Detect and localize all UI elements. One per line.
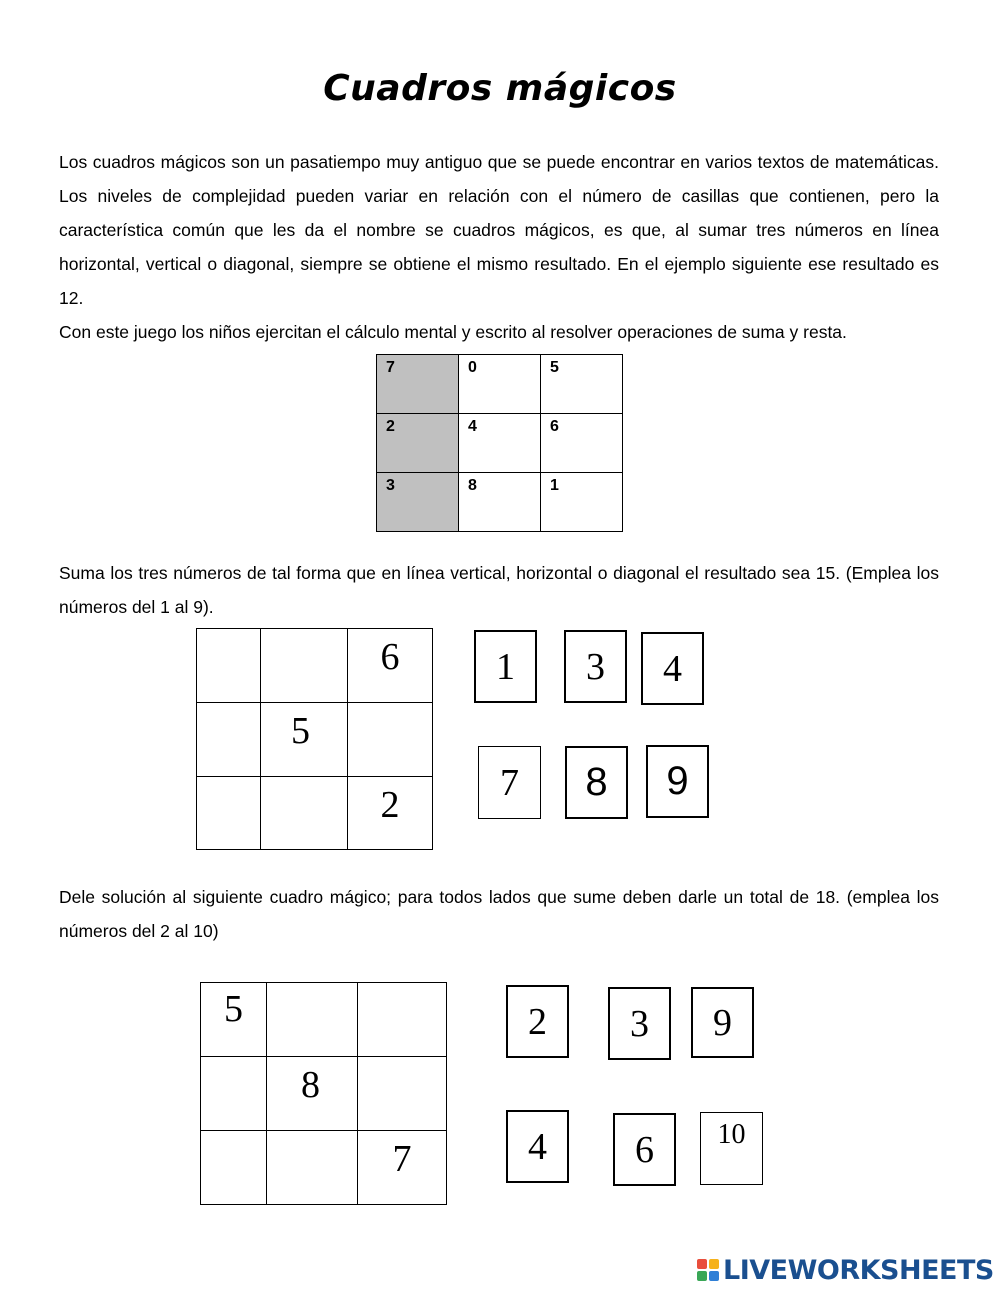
exercise2-instruction: Dele solución al siguiente cuadro mágico; para todos lados que sume deben darle un total de 18. (emplea los números del 2 al 10) bbox=[59, 887, 939, 941]
liveworksheets-logo-icon bbox=[697, 1259, 719, 1281]
number-tile[interactable]: 9 bbox=[691, 987, 754, 1058]
example-magic-square bbox=[376, 354, 623, 532]
number-tile[interactable]: 7 bbox=[478, 746, 541, 819]
drop-cell[interactable] bbox=[261, 777, 348, 850]
exercise2-magic-square bbox=[200, 982, 447, 1205]
intro-text bbox=[59, 145, 939, 349]
given-cell: 8 bbox=[267, 1057, 358, 1131]
drop-cell[interactable] bbox=[261, 629, 348, 703]
example-cell: 7 bbox=[377, 355, 459, 414]
number-tile[interactable]: 2 bbox=[506, 985, 569, 1058]
drop-cell[interactable] bbox=[267, 1131, 358, 1205]
example-cell: 8 bbox=[459, 473, 541, 532]
drop-cell[interactable] bbox=[197, 777, 261, 850]
given-cell: 7 bbox=[358, 1131, 447, 1205]
example-cell: 5 bbox=[541, 355, 623, 414]
given-cell: 5 bbox=[201, 983, 267, 1057]
number-tile[interactable]: 3 bbox=[608, 987, 671, 1060]
example-cell: 4 bbox=[459, 414, 541, 473]
exercise1-instruction: Suma los tres números de tal forma que en línea vertical, horizontal o diagonal el resultado sea 15. (Emplea los números del 1 al 9). bbox=[59, 563, 939, 617]
drop-cell[interactable] bbox=[201, 1131, 267, 1205]
page-title: Cuadros mágicos bbox=[323, 68, 677, 109]
number-tile[interactable]: 4 bbox=[506, 1110, 569, 1183]
given-cell: 6 bbox=[348, 629, 433, 703]
intro-paragraph: Los cuadros mágicos son un pasatiempo muy antiguo que se puede encontrar en varios textos de matemáticas. Los niveles de complejidad pueden variar en relación con el número de casillas que contienen, pero la característica común que les da el nombre se cuadros mágicos, es que, al sumar tres números en línea horizontal, vertical o diagonal, siempre se obtiene el mismo resultado. En el ejemplo siguiente ese resultado es 12. bbox=[59, 152, 939, 308]
example-cell: 2 bbox=[377, 414, 459, 473]
number-tile[interactable]: 3 bbox=[564, 630, 627, 703]
given-cell: 2 bbox=[348, 777, 433, 850]
number-tile[interactable]: 6 bbox=[613, 1113, 676, 1186]
logo-text: LIVEWORKSHEETS bbox=[723, 1254, 994, 1286]
number-tile[interactable]: 9 bbox=[646, 745, 709, 818]
intro-paragraph: Con este juego los niños ejercitan el cálculo mental y escrito al resolver operaciones de suma y resta. bbox=[59, 322, 847, 342]
liveworksheets-logo bbox=[697, 1254, 994, 1286]
drop-cell[interactable] bbox=[358, 983, 447, 1057]
drop-cell[interactable] bbox=[267, 983, 358, 1057]
drop-cell[interactable] bbox=[358, 1057, 447, 1131]
drop-cell[interactable] bbox=[348, 703, 433, 777]
number-tile[interactable]: 8 bbox=[565, 746, 628, 819]
example-cell: 3 bbox=[377, 473, 459, 532]
drop-cell[interactable] bbox=[197, 703, 261, 777]
exercise1-magic-square bbox=[196, 628, 433, 850]
number-tile[interactable]: 4 bbox=[641, 632, 704, 705]
example-cell: 6 bbox=[541, 414, 623, 473]
example-cell: 0 bbox=[459, 355, 541, 414]
drop-cell[interactable] bbox=[201, 1057, 267, 1131]
example-cell: 1 bbox=[541, 473, 623, 532]
number-tile[interactable]: 10 bbox=[700, 1112, 763, 1185]
drop-cell[interactable] bbox=[197, 629, 261, 703]
number-tile[interactable]: 1 bbox=[474, 630, 537, 703]
given-cell: 5 bbox=[261, 703, 348, 777]
